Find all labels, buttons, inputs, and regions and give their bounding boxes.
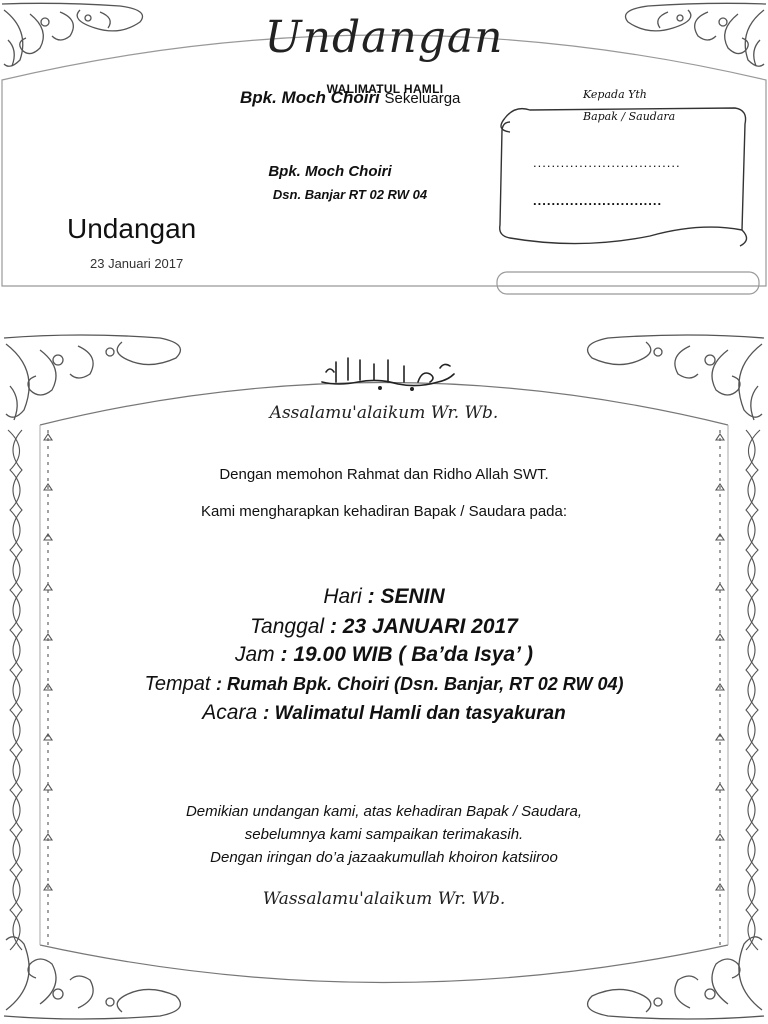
envelope-card: [0, 0, 768, 300]
recipient-dots-line-2: ............................: [533, 193, 663, 208]
detail-label: Hari: [323, 585, 362, 608]
recipient-scroll: [500, 108, 747, 246]
closing-line-1: Demikian undangan kami, atas kehadiran Bapak / Saudara,: [185, 803, 583, 820]
to-suffix: Sekeluarga: [384, 90, 461, 107]
detail-value: : Walimatul Hamli dan tasyakuran: [263, 703, 566, 724]
opening-line-2: Kami mengharapkan kehadiran Bapak / Saudara pada:: [200, 503, 568, 520]
envelope-to-line: [240, 88, 460, 108]
detail-tempat: [0, 673, 768, 696]
envelope-subtitle: WALIMATUL HAMLI: [326, 82, 444, 96]
envelope-date: 23 Januari 2017: [90, 256, 184, 271]
greeting-salam: Assalamu'alaikum Wr. Wb.: [269, 403, 499, 423]
detail-value: : SENIN: [367, 585, 445, 608]
closing-line-2: sebelumnya kami sampaikan terimakasih.: [244, 826, 524, 843]
envelope-script-title: Undangan: [264, 12, 504, 63]
closing-salam: Wassalamu'alaikum Wr. Wb.: [262, 889, 506, 909]
detail-label: Acara: [202, 701, 258, 724]
recipient-label-kepada: Kepada Yth: [583, 88, 647, 101]
detail-tanggal: [0, 615, 768, 639]
detail-label: Tanggal: [250, 615, 325, 638]
detail-hari: [0, 585, 768, 609]
detail-value: : 23 JANUARI 2017: [329, 615, 518, 638]
detail-value: : Rumah Bpk. Choiri (Dsn. Banjar, RT 02 RW 04): [216, 674, 624, 694]
to-name: Bpk. Moch Choiri: [240, 88, 380, 107]
corner-ornament-bottom-left: [4, 937, 180, 1019]
recipient-dots-line-1: ................................: [533, 155, 681, 170]
corner-ornament-bottom-right: [588, 937, 764, 1019]
sender-address: Dsn. Banjar RT 02 RW 04: [272, 187, 428, 202]
detail-acara: [0, 701, 768, 725]
detail-label: Tempat: [144, 673, 211, 695]
recipient-label-bapak: Bapak / Saudara: [583, 110, 676, 123]
envelope-big-title: Undangan: [67, 213, 197, 244]
envelope-tab: [497, 272, 759, 294]
opening-line-1: Dengan memohon Rahmat dan Ridho Allah SWT.: [219, 466, 549, 483]
detail-jam: [0, 643, 768, 667]
detail-value: : 19.00 WIB ( Ba’da Isya’ ): [280, 643, 533, 666]
sender-name: Bpk. Moch Choiri: [268, 163, 392, 180]
closing-line-3: Dengan iringan do’a jazaakumullah khoiron katsiiroo: [210, 849, 558, 866]
basmalah-icon: [318, 352, 458, 392]
detail-label: Jam: [234, 643, 275, 666]
